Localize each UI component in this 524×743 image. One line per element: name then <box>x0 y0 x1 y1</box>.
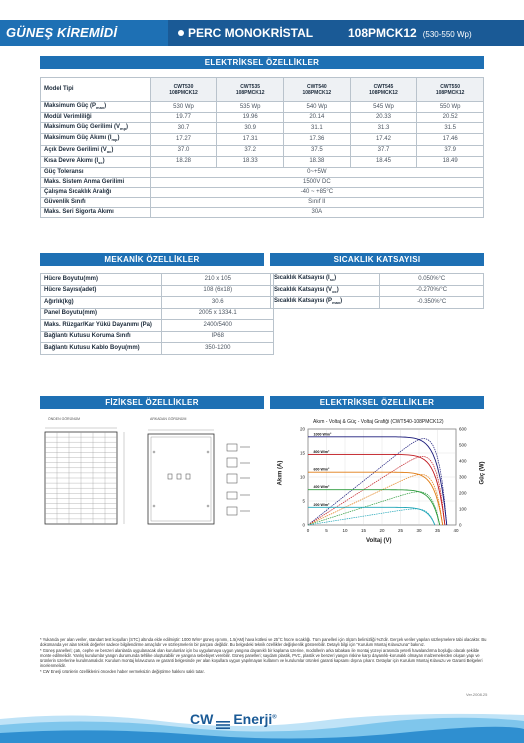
table-cell: 17.46 <box>417 134 484 145</box>
table-cell: 545 Wp <box>350 102 417 113</box>
table-cell: 37.9 <box>417 145 484 156</box>
row-label-text: Modül Verimliliği <box>44 114 92 121</box>
table-cell: 2400/5400 <box>162 320 274 332</box>
header-bar <box>0 20 524 46</box>
model-name-line2: 108PMCK12 <box>169 89 198 96</box>
symbol-letter: I <box>328 275 330 282</box>
row-label-text: Sıcaklık Katsayısı <box>274 275 325 282</box>
x-tick-label: 5 <box>325 528 328 533</box>
row-label <box>41 134 151 145</box>
table-row <box>41 343 274 355</box>
table-cell: 18.28 <box>150 156 217 167</box>
model-column-header <box>417 78 484 102</box>
model-name-line2: 108PMCK12 <box>235 89 265 96</box>
model-column-header <box>284 78 351 102</box>
table-cell: 2005 x 1334.1 <box>162 308 274 320</box>
row-label-text: Kısa Devre Akımı <box>44 157 93 164</box>
symbol-letter: P <box>92 103 97 109</box>
model-column-header <box>350 78 417 102</box>
symbol-letter: P <box>328 298 333 305</box>
panel-drawings <box>40 422 270 532</box>
mechanical-section-title: MEKANİK ÖZELLİKLER <box>40 253 264 266</box>
symbol-letter: V <box>102 146 107 153</box>
model-name-line2: 108PMCK12 <box>435 89 465 96</box>
chart-title: Akım - Voltaj & Güç - Voltaj Grafiği (CWT540-108PMCK12) <box>313 419 444 425</box>
table-cell: 18.45 <box>350 156 417 167</box>
row-label: Maks. Seri Sigorta Akımı <box>41 207 151 217</box>
front-view-caption: ÖNDEN GÖRÜNÜM <box>48 417 81 421</box>
x-tick-label: 35 <box>434 528 441 533</box>
row-label: Bağlantı Kutusu Kablo Boyu(mm) <box>41 343 162 355</box>
x-tick-label: 0 <box>306 528 310 533</box>
electrical-section-title: ELEKTRİKSEL ÖZELLİKLER <box>40 56 484 69</box>
table-row <box>41 156 484 167</box>
table-row <box>41 331 274 343</box>
physical-section-title: FİZİKSEL ÖZELLİKLER <box>40 396 264 409</box>
table-cell: 17.36 <box>284 134 351 145</box>
table-cell: 19.77 <box>150 113 217 123</box>
row-label: Güç Toleransı <box>41 167 151 177</box>
version-label: Ver.2008.25 <box>466 692 488 697</box>
logo-reg-mark: ® <box>272 714 277 721</box>
table-cell: 31.5 <box>417 123 484 134</box>
table-row <box>41 274 274 286</box>
symbol-subscript: sc <box>98 159 103 165</box>
y-tick-label: 5 <box>302 498 305 504</box>
table-row <box>271 297 484 309</box>
footnote-1: * Yukarıda yer alan veriler, standart test koşulları (STC) altında elde edilmiştir: 1000 W/m² güneş ışınımı, 1.5(AM) hava kütlesi ve 25°C hücre sıcaklığı. Tüm panelleri için ölçüm belirsizliği %3'dir. Gerçek veriler yapılan sözleşmelere tabi olacaktır. Bu dokümanda yer alan teknik değerler sadece bilgilendirme amaçlıdır ve sözleşmelerin bir parçası değildir. Bu belgedeki teknik özellikler değişkenlik gösterebilir. Detaylı bilgi için "Kurulum Montaj Kılavuzuna" bakınız. <box>40 637 487 648</box>
model-name-line1: CWT535 <box>240 83 261 90</box>
table-cell: -0.270%/°C <box>380 285 484 297</box>
row-symbol: $(V_{oc})$ <box>99 146 114 154</box>
model-name-line2: 108PMCK12 <box>302 89 332 96</box>
row-label-text: Açık Devre Gerilimi <box>44 146 100 153</box>
chart-x-axis-label: Voltaj (V) <box>366 538 392 544</box>
x-tick-label: 30 <box>416 528 422 533</box>
table-cell: 108 (6x18) <box>162 285 274 297</box>
table-row <box>41 123 484 134</box>
row-label <box>41 113 151 123</box>
x-tick-label: 25 <box>397 528 404 533</box>
y-tick-label: 15 <box>299 450 305 456</box>
table-cell: 550 Wp <box>417 102 484 113</box>
row-label-text: Maksimum Güç <box>44 103 89 109</box>
table-cell: 37.2 <box>217 145 284 156</box>
y-tick-label: 10 <box>299 474 305 480</box>
symbol-subscript: sc <box>329 277 335 283</box>
row-label <box>271 297 380 309</box>
table-cell: 210 x 105 <box>162 274 274 286</box>
row-symbol: $(P_{max})$ <box>324 298 343 306</box>
y2-tick-label: 0 <box>459 522 462 528</box>
mechanical-table <box>40 273 274 355</box>
table-cell: 1500V DC <box>150 177 483 187</box>
table-cell: 530 Wp <box>150 102 217 113</box>
logo-mark-icon <box>216 716 230 724</box>
table-cell: 20.14 <box>284 113 351 123</box>
row-symbol: $(V_{mp})$ <box>112 124 129 132</box>
row-symbol: $(P_{max})$ <box>88 103 107 111</box>
table-cell: 17.31 <box>217 134 284 145</box>
symbol-letter: V <box>328 286 333 293</box>
symbol-subscript: max <box>332 300 341 306</box>
series-label: 600 W/m² <box>313 467 330 472</box>
row-label <box>41 123 151 134</box>
table-row <box>41 297 274 309</box>
table-cell: 31.1 <box>284 123 351 134</box>
iv-chart <box>290 425 475 550</box>
model-name-line1: CWT545 <box>373 83 394 90</box>
row-label <box>41 145 151 156</box>
series-label: 1000 W/m² <box>313 432 332 437</box>
y2-tick-label: 500 <box>459 442 467 448</box>
model-title <box>348 20 472 46</box>
row-label: Güvenlik Sınıfı <box>41 197 151 207</box>
table-cell: 17.42 <box>350 134 417 145</box>
table-cell: 30.7 <box>150 123 217 134</box>
table-cell: 17.27 <box>150 134 217 145</box>
table-row <box>41 308 274 320</box>
row-label-text: Maksimum Güç Akımı <box>44 135 107 142</box>
series-label: 200 W/m² <box>313 502 330 507</box>
table-cell: 20.52 <box>417 113 484 123</box>
symbol-subscript: mp <box>111 137 118 143</box>
curve-section-title: ELEKTRİKSEL ÖZELLİKLER <box>270 396 484 409</box>
row-symbol: $(I_{sc})$ <box>92 157 105 165</box>
table-cell: 20.33 <box>350 113 417 123</box>
symbol-letter: I <box>96 157 99 164</box>
table-cell: 535 Wp <box>217 102 284 113</box>
table-cell: 30.9 <box>217 123 284 134</box>
row-label: Bağlantı Kutusu Koruma Sınıfı <box>41 331 162 343</box>
bullet-icon <box>178 30 184 36</box>
table-cell: 31.3 <box>350 123 417 134</box>
row-label: Ağırlık(kg) <box>41 297 162 309</box>
table-cell: 37.5 <box>284 145 351 156</box>
table-cell: Sınıf II <box>150 197 483 207</box>
table-row <box>41 145 484 156</box>
brand-title: GÜNEŞ KİREMİDİ <box>0 20 168 46</box>
row-label <box>41 102 151 113</box>
back-view-drawing <box>148 430 214 524</box>
model-type-label: Model Tipi <box>41 78 151 102</box>
row-label-text: Sıcaklık Katsayısı <box>274 286 325 293</box>
footnote-3: * CW Enerji ürünlerin özelliklerini önceden haber vermeksizin değiştirme hakkını saklı tutar. <box>40 668 205 674</box>
temperature-table <box>270 273 484 309</box>
table-row <box>41 197 484 207</box>
logo-cw: CW <box>190 711 214 727</box>
chart-y-axis-label: Akım (A) <box>277 460 284 486</box>
model-header-row <box>41 78 484 102</box>
chart-y2-axis-label: Güç (W) <box>479 461 486 485</box>
row-symbol: $(V_{oc})$ <box>324 286 339 294</box>
table-cell: 540 Wp <box>284 102 351 113</box>
row-label <box>271 285 380 297</box>
x-tick-label: 20 <box>379 528 385 533</box>
product-line <box>178 20 313 46</box>
footnote-2: * Güneş panelleri; çatı, cephe ve benzeri alanlarda uygulanacak olan kurulumlar için bu uygulamaya uygun yangına dayanıklı bir kaplama üzerine, modüllerin arka tabakası ile montaj yüzeyi arasında yeterli havalandırma boşluğu olacak şekilde monte edilmelidir. Yanlış kurulumlar yangın durumunda tehlike oluşturabilir ve yangına sebebiyet verebilir. Güneş panelleri; saydam plastik, PVC, plastik ve benzeri yangın riskine karşı dayanıklı-korunaklı olmayan malzemelerden oluşan yapı ve ürünlerin üzerlerine kurulmamalıdır. Kurulum montaj kılavuzuna ve garanti belgesinde yer alan koşullara uygun yapılmayan kullanım ve kurulumlar ürünleri garanti kapsamı dışına çıkarır. Detaylar için Kurulum Montaj Kılavuzu ve Garanti Belgeleri incelenmelidir. <box>40 647 483 669</box>
model-name-line2: 108PMCK12 <box>369 89 398 96</box>
table-cell: -0.350%°C <box>380 297 484 309</box>
y2-tick-label: 300 <box>459 474 467 480</box>
symbol-subscript: oc <box>106 148 112 154</box>
front-view-drawing <box>45 428 124 524</box>
model-name-line1: CWT550 <box>440 83 461 90</box>
temperature-section-title: SICAKLIK KATSAYISI <box>270 253 484 266</box>
y2-tick-label: 200 <box>459 490 467 496</box>
y-tick-label: 0 <box>302 522 305 528</box>
back-view-caption: ARKADAN GÖRÜNÜM <box>150 417 187 421</box>
series-label: 400 W/m² <box>313 485 330 490</box>
power-range: (530-550 Wp) <box>422 30 472 39</box>
row-label: Çalışma Sıcaklık Aralığı <box>41 187 151 197</box>
product-line-text: PERC MONOKRİSTAL <box>188 26 314 40</box>
model-column-header <box>217 78 284 102</box>
model-name-line1: CWT540 <box>306 83 327 90</box>
row-label: Maks. Sistem Anma Gerilimi <box>41 177 151 187</box>
row-symbol: $(I_{sc})$ <box>324 275 337 283</box>
table-cell: 0.050%°C <box>380 274 484 286</box>
model-name-line1: CWT530 <box>173 83 194 90</box>
row-label: Panel Boyutu(mm) <box>41 308 162 320</box>
table-cell: -40 ~ +85°C <box>150 187 483 197</box>
table-row <box>41 285 274 297</box>
table-cell: 19.96 <box>217 113 284 123</box>
profile-detail-drawings <box>227 444 250 515</box>
table-row <box>41 102 484 113</box>
table-cell: 18.49 <box>417 156 484 167</box>
company-logo <box>190 711 277 727</box>
symbol-subscript: mp <box>120 126 127 132</box>
y-tick-label: 20 <box>299 426 305 432</box>
table-cell: 30.6 <box>162 297 274 309</box>
table-cell: 37.7 <box>350 145 417 156</box>
table-row <box>41 113 484 123</box>
row-label: Hücre Boyutu(mm) <box>41 274 162 286</box>
table-cell: 37.0 <box>150 145 217 156</box>
x-tick-label: 15 <box>360 528 367 533</box>
row-label <box>41 156 151 167</box>
table-row <box>41 187 484 197</box>
row-label <box>271 274 380 286</box>
electrical-table <box>40 77 484 218</box>
symbol-subscript: oc <box>332 288 337 294</box>
row-symbol: $(I_{mp})$ <box>106 135 120 143</box>
table-cell: 18.33 <box>217 156 284 167</box>
row-label-text: Sıcaklık Katsayısı <box>274 298 325 305</box>
table-row <box>41 320 274 332</box>
x-tick-label: 40 <box>453 528 459 533</box>
table-cell: 30A <box>150 207 483 217</box>
table-cell: IP68 <box>162 331 274 343</box>
row-label-text: Maksimum Güç Gerilimi <box>44 124 113 131</box>
logo-enerji: Enerji <box>233 711 273 727</box>
model-code: 108PMCK12 <box>348 26 417 40</box>
y2-tick-label: 100 <box>459 506 467 512</box>
row-label: Maks. Rüzgar/Kar Yükü Dayanımı (Pa) <box>41 320 162 332</box>
symbol-subscript: max <box>96 105 105 111</box>
symbol-letter: I <box>109 135 112 142</box>
model-column-header <box>150 78 217 102</box>
table-row <box>41 134 484 145</box>
row-label: Hücre Sayısı(adet) <box>41 285 162 297</box>
table-row <box>41 207 484 217</box>
symbol-letter: V <box>116 124 121 131</box>
table-cell: 0~+5W <box>150 167 483 177</box>
table-cell: 350-1200 <box>162 343 274 355</box>
table-cell: 18.38 <box>284 156 351 167</box>
footnotes <box>40 637 488 674</box>
table-row <box>271 274 484 286</box>
series-label: 800 W/m² <box>313 449 330 454</box>
x-tick-label: 10 <box>342 528 348 533</box>
table-row <box>271 285 484 297</box>
table-row <box>41 177 484 187</box>
y2-tick-label: 600 <box>459 426 467 432</box>
y2-tick-label: 400 <box>459 458 467 464</box>
table-row <box>41 167 484 177</box>
